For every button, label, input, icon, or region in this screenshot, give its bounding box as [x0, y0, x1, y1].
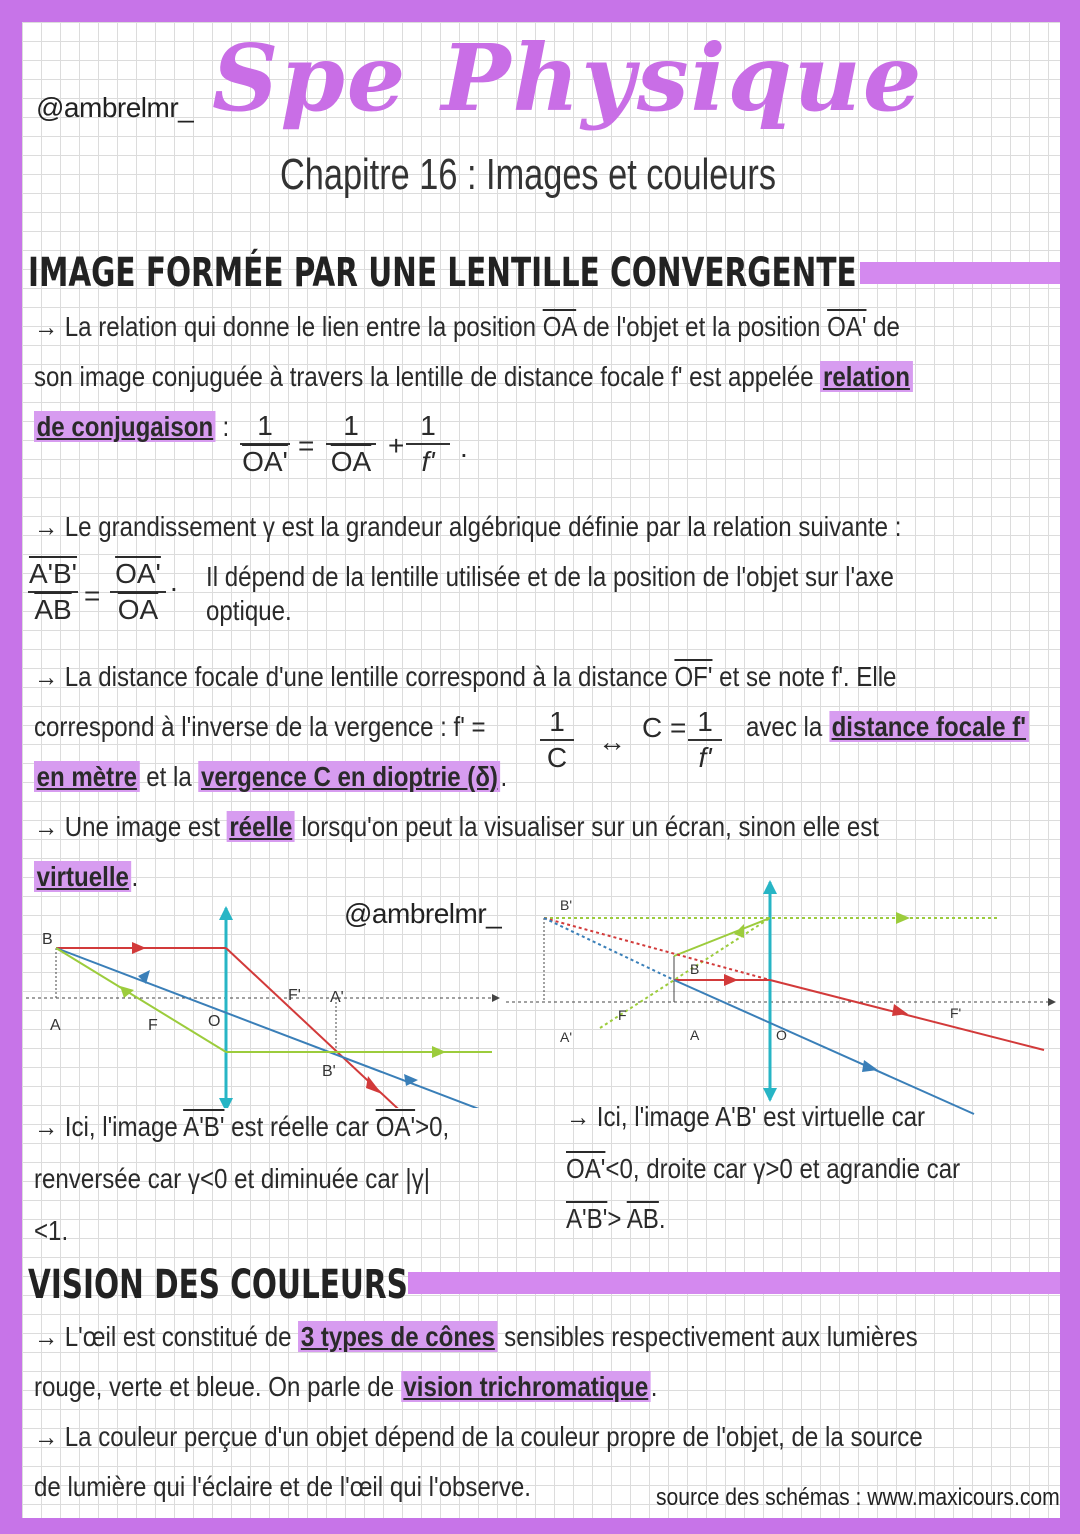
highlight-focal-distance: distance focale f' [829, 711, 1029, 742]
lens2-arrow-bottom [763, 1088, 777, 1102]
para-magnification-line2: Il dépend de la lentille utilisée et de la position de l'objet sur l'axe [206, 561, 894, 592]
label-Bprime: B' [322, 1063, 336, 1080]
label2-Aprime: A' [560, 1029, 573, 1045]
red-arrow-4 [892, 1004, 908, 1016]
highlight-cones: 3 types de cônes [298, 1321, 497, 1352]
caption-virtual-line1: → Ici, l'image A'B' est virtuelle car [566, 1101, 926, 1132]
para-perception-line1: → La couleur perçue d'un objet dépend de la couleur propre de l'objet, de la source [34, 1421, 923, 1452]
real-image-ray-diagram [22, 878, 522, 1108]
para-conjugation-line3: de conjugaison : [34, 412, 229, 443]
label2-B: B [690, 961, 700, 977]
ray-green-1 [56, 948, 226, 1052]
note-page: @ambrelmr_ Spe Physique Chapitre 16 : Images et couleurs IMAGE FORMÉE PAR UNE LENTILLE CONVERGENTE → La relation qui donne le lien entre la position $\overline{OA}$ de l'objet et la position OA' de son image conjuguée à travers la lentille de distance focale f' est appelée relation de conjugaison : $\frac{1}{OA'}$ = $\frac{1}{OA}$ + 1 f' . → Le grandissement γ est la grandeur algébrique définie par la relation suivante : $\frac{A'B'}{AB}$ = $\frac{OA'}{OA}$ . Il dépend de la lentille utilisée et de la position de l'objet sur l'axe optique. → La distance focale d'une lentille correspond à la distance OF' et se note f'. Elle correspond à l'inverse de la vergence : f' = 1 C ↔ C = 1 f' avec la distance focale f' en mètre et la vergence C en dioptrie (δ). → Une image est réelle lorsqu'on peut la visualiser sur un écran, sinon elle est virtuelle. @ambrelmr_ B A F O F' A' B' B' A' F B A O F' → Ici, l'image A'B' est réelle car OA'>0, renversée car γ<0 et diminuée car |γ| <1. → Ici, l'image A'B' est virtuelle car OA'<0, droite car γ>0 et agrandie car $A'B'> \overline{AB}$. VISION DES COULEURS → L'œil est constitué de 3 types de cônes sensibles respectivement aux lumières rouge, verte et bleue. On parle de vision trichromatique. → La couleur perçue d'un objet dépend de la couleur propre de l'objet, de la source de lumière qui l'éclaire et de l'œil qui l'observe. source des schémas : www.maxicours.com [22, 22, 1060, 1518]
page-title: Spe Physique [212, 24, 924, 132]
red-arrow-2 [366, 1076, 382, 1094]
highlight-relation: relation [820, 361, 912, 392]
green-arrow-1 [120, 986, 134, 998]
caption-real-line2: renversée car γ<0 et diminuée car |γ| [34, 1163, 430, 1194]
lens-arrow-top [219, 906, 233, 920]
source-credit: source des schémas : www.maxicours.com [656, 1484, 1060, 1511]
caption-real-line1: → Ici, l'image A'B' est réelle car OA'>0, [34, 1111, 450, 1142]
chapter-title: Chapitre 16 : Images et couleurs [280, 150, 777, 199]
lens-arrow-bottom [219, 1098, 233, 1108]
para-focal-line2: correspond à l'inverse de la vergence : f' = [34, 711, 486, 742]
label2-Fprime: F' [950, 1005, 962, 1021]
blue-arrow-3 [862, 1060, 878, 1072]
label2-O: O [776, 1027, 787, 1043]
para-magnification-line3: optique. [206, 595, 292, 626]
highlight-real: réelle [227, 811, 295, 842]
ray-blue [56, 948, 492, 1108]
green-arrow-2 [432, 1046, 446, 1058]
ray-red-virtual [544, 918, 770, 980]
ray-green-in [674, 918, 770, 956]
para-focal-line3: en mètre et la vergence C en dioptrie (δ). [34, 762, 507, 793]
para-conjugation-line1: → La relation qui donne le lien entre la position $\overline{OA}$ de l'objet et la position OA' de [34, 311, 900, 342]
ray-red-out [770, 980, 1044, 1050]
highlight-conjugation: de conjugaison [34, 411, 216, 442]
highlight-vergence: vergence C en dioptrie (δ) [198, 761, 500, 792]
axis-arrow-2 [1048, 998, 1056, 1006]
para-focal-line2b: avec la distance focale f' [746, 712, 1029, 743]
para-real-image-line2: virtuelle. [34, 862, 138, 893]
para-cones-line1: → L'œil est constitué de 3 types de cônes sensibles respectivement aux lumières [34, 1321, 918, 1352]
label-B: B [42, 931, 53, 948]
ray-blue-out [674, 980, 974, 1114]
virtual-image-ray-diagram [504, 852, 1060, 1122]
label-A: A [50, 1017, 61, 1034]
section-title-colors: VISION DES COULEURS [28, 1262, 408, 1308]
section-bar [860, 262, 1060, 284]
lens2-arrow-top [763, 880, 777, 894]
label2-A: A [690, 1027, 700, 1043]
green-arrow-4 [896, 912, 910, 924]
highlight-meter: en mètre [34, 761, 140, 792]
caption-real-line3: <1. [34, 1215, 69, 1246]
red-arrow-3 [724, 974, 738, 986]
label-F: F [148, 1017, 158, 1034]
watermark-handle: @ambrelmr_ [344, 898, 502, 929]
highlight-virtual: virtuelle [34, 861, 132, 892]
caption-virtual-line2: OA'<0, droite car γ>0 et agrandie car [566, 1153, 961, 1184]
label-O: O [208, 1013, 221, 1030]
label-Fprime: F' [288, 987, 301, 1004]
para-perception-line2: de lumière qui l'éclaire et de l'œil qui l'observe. [34, 1471, 531, 1502]
para-conjugation-line2: son image conjuguée à travers la lentille de distance focale f' est appelée relation [34, 362, 913, 393]
ray-red-2 [226, 948, 410, 1108]
label-Aprime: A' [330, 989, 344, 1006]
caption-virtual-line3: $A'B'> \overline{AB}$. [566, 1203, 666, 1234]
para-cones-line2: rouge, verte et bleue. On parle de vision trichromatique. [34, 1371, 658, 1402]
section-title-lens: IMAGE FORMÉE PAR UNE LENTILLE CONVERGENTE [28, 250, 857, 296]
red-arrow-1 [132, 942, 146, 954]
label2-Bprime: B' [560, 897, 573, 913]
para-focal-line1: → La distance focale d'une lentille correspond à la distance OF' et se note f'. Elle [34, 661, 897, 692]
para-magnification-line1: → Le grandissement γ est la grandeur algébrique définie par la relation suivante : [34, 511, 902, 542]
author-handle: @ambrelmr_ [36, 92, 194, 123]
label2-F: F [618, 1007, 627, 1023]
blue-arrow-1 [138, 970, 150, 984]
axis-arrow [492, 994, 500, 1002]
para-real-image-line1: → Une image est réelle lorsqu'on peut la visualiser sur un écran, sinon elle est [34, 811, 880, 842]
section-bar-2 [408, 1272, 1060, 1294]
highlight-trichromatic: vision trichromatique [401, 1371, 651, 1402]
